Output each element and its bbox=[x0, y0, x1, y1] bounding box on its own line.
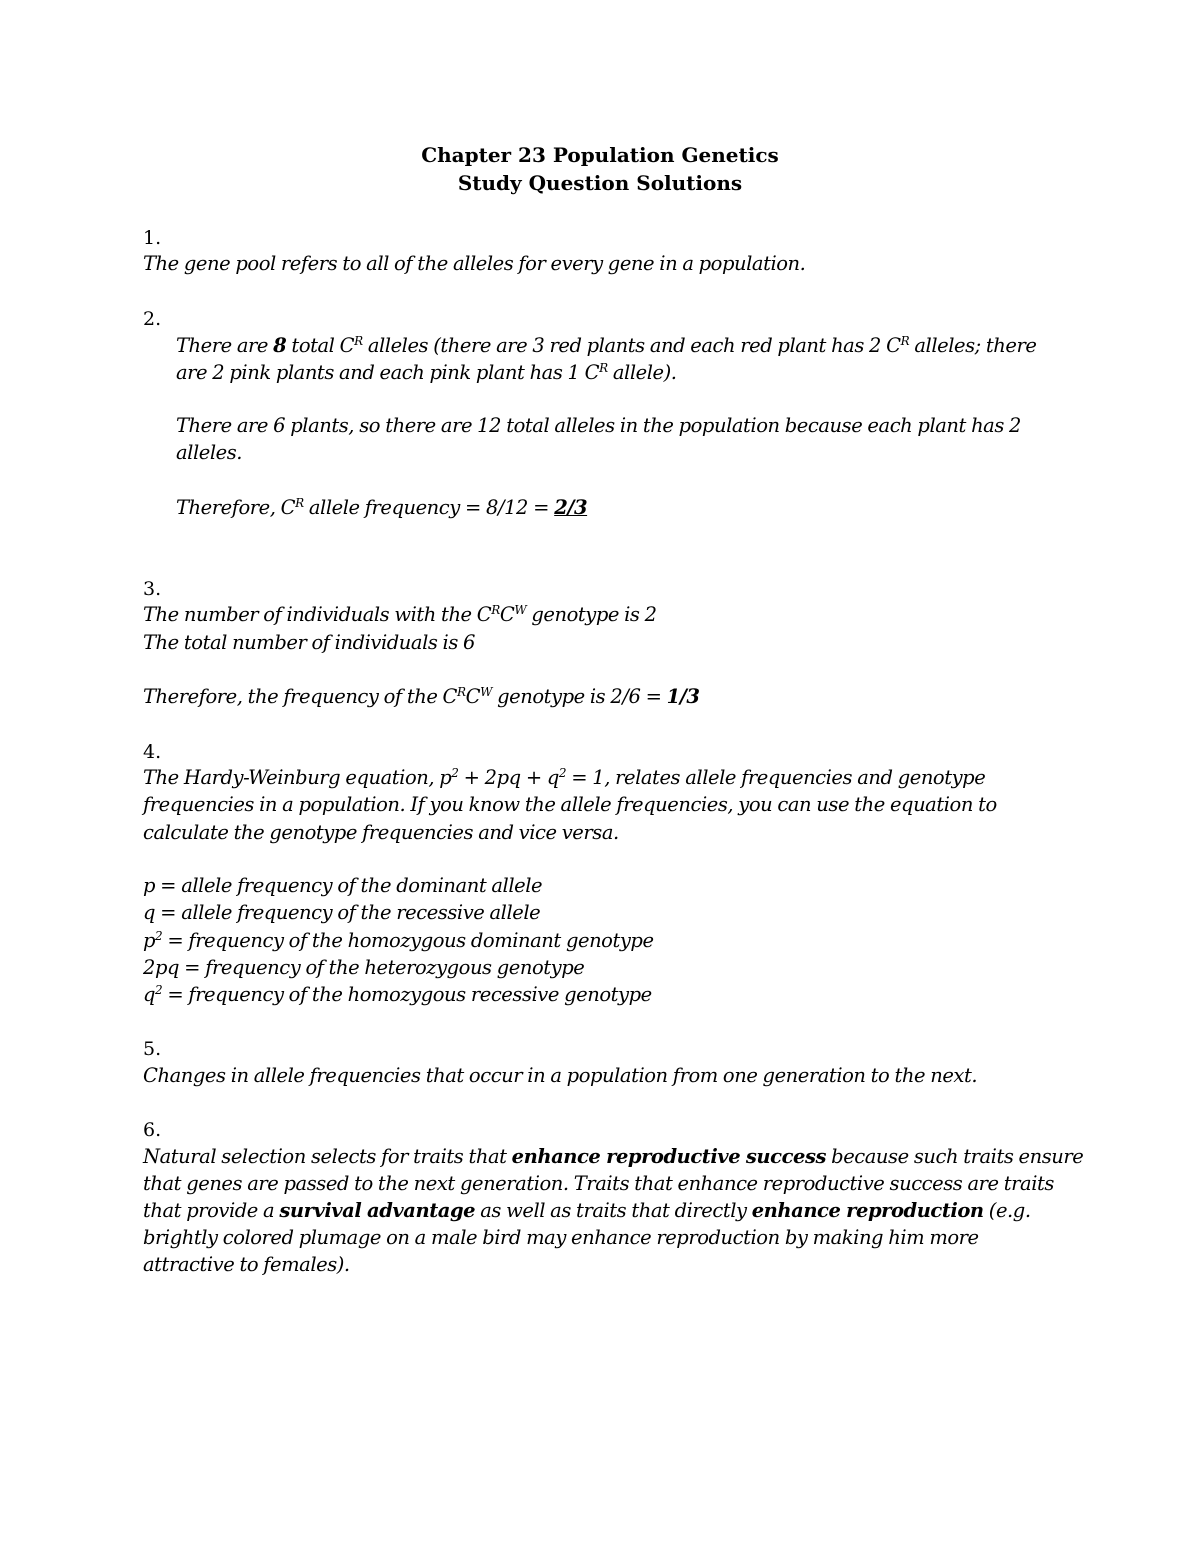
question-5-number: 5. bbox=[143, 1038, 162, 1060]
question-6-line-2: that genes are passed to the next generation. Traits that enhance reproductive success are traits bbox=[143, 1172, 1054, 1195]
question-3-number: 3. bbox=[143, 578, 162, 600]
question-3-conclusion: Therefore, the frequency of the $C^RC^W$ genotype is 2/6 = 1/3 bbox=[143, 685, 700, 708]
definition-p-squared: $p^2$ = frequency of the homozygous dominant genotype bbox=[143, 929, 654, 952]
question-6-line-1: Natural selection selects for traits that enhance reproductive success because such traits ensure bbox=[143, 1145, 1084, 1168]
definition-q: q = allele frequency of the recessive allele bbox=[143, 901, 541, 924]
question-2-paragraph-2-line-2: alleles. bbox=[176, 441, 243, 464]
question-1-number: 1. bbox=[143, 227, 162, 249]
count-highlight: 8 bbox=[273, 334, 287, 357]
question-2-conclusion: Therefore, $C^R$ allele frequency = 8/12 = 2/3 bbox=[176, 496, 588, 519]
question-2-paragraph-1-line-2: are 2 pink plants and each pink plant has 1 $C^R$ allele). bbox=[176, 361, 677, 384]
definition-p: p = allele frequency of the dominant allele bbox=[143, 874, 543, 897]
question-6-line-5: attractive to females). bbox=[143, 1253, 350, 1276]
question-2-final-answer: 2/3 bbox=[554, 496, 588, 519]
page-title: Chapter 23 Population Genetics bbox=[421, 143, 779, 167]
question-2-paragraph-1-line-1: There are 8 total $C^R$ alleles (there are 3 red plants and each red plant has 2 $C^R$ alleles; there bbox=[176, 334, 1037, 357]
emphasis-survival-advantage: survival advantage bbox=[279, 1199, 476, 1222]
emphasis-enhance-reproduction: enhance reproduction bbox=[751, 1199, 984, 1222]
question-3-line-2: The total number of individuals is 6 bbox=[143, 631, 476, 654]
question-4-line-1: The Hardy-Weinburg equation, $p^2 + 2pq + q^2 = 1$, relates allele frequencies and genotype bbox=[143, 766, 986, 789]
definition-q-squared: $q^2$ = frequency of the homozygous recessive genotype bbox=[143, 983, 652, 1006]
definition-2pq: 2pq = frequency of the heterozygous genotype bbox=[143, 956, 585, 979]
question-1-answer: The gene pool refers to all of the alleles for every gene in a population. bbox=[143, 252, 806, 275]
question-2-number: 2. bbox=[143, 308, 162, 330]
emphasis-reproductive-success: enhance reproductive success bbox=[511, 1145, 827, 1168]
question-2-paragraph-2-line-1: There are 6 plants, so there are 12 total alleles in the population because each plant has 2 bbox=[176, 414, 1022, 437]
question-3-final-answer: 1/3 bbox=[666, 685, 700, 708]
question-5-answer: Changes in allele frequencies that occur in a population from one generation to the next. bbox=[143, 1064, 978, 1087]
question-6-line-3: that provide a survival advantage as well as traits that directly enhance reproduction (e.g. bbox=[143, 1199, 1031, 1222]
question-3-line-1: The number of individuals with the $C^RC^W$ genotype is 2 bbox=[143, 603, 657, 626]
question-4-line-3: calculate the genotype frequencies and vice versa. bbox=[143, 821, 619, 844]
page-subtitle: Study Question Solutions bbox=[457, 171, 743, 195]
question-4-line-2: frequencies in a population. If you know the allele frequencies, you can use the equation to bbox=[143, 793, 997, 816]
question-4-number: 4. bbox=[143, 741, 162, 763]
question-6-line-4: brightly colored plumage on a male bird may enhance reproduction by making him more bbox=[143, 1226, 979, 1249]
question-6-number: 6. bbox=[143, 1119, 162, 1141]
